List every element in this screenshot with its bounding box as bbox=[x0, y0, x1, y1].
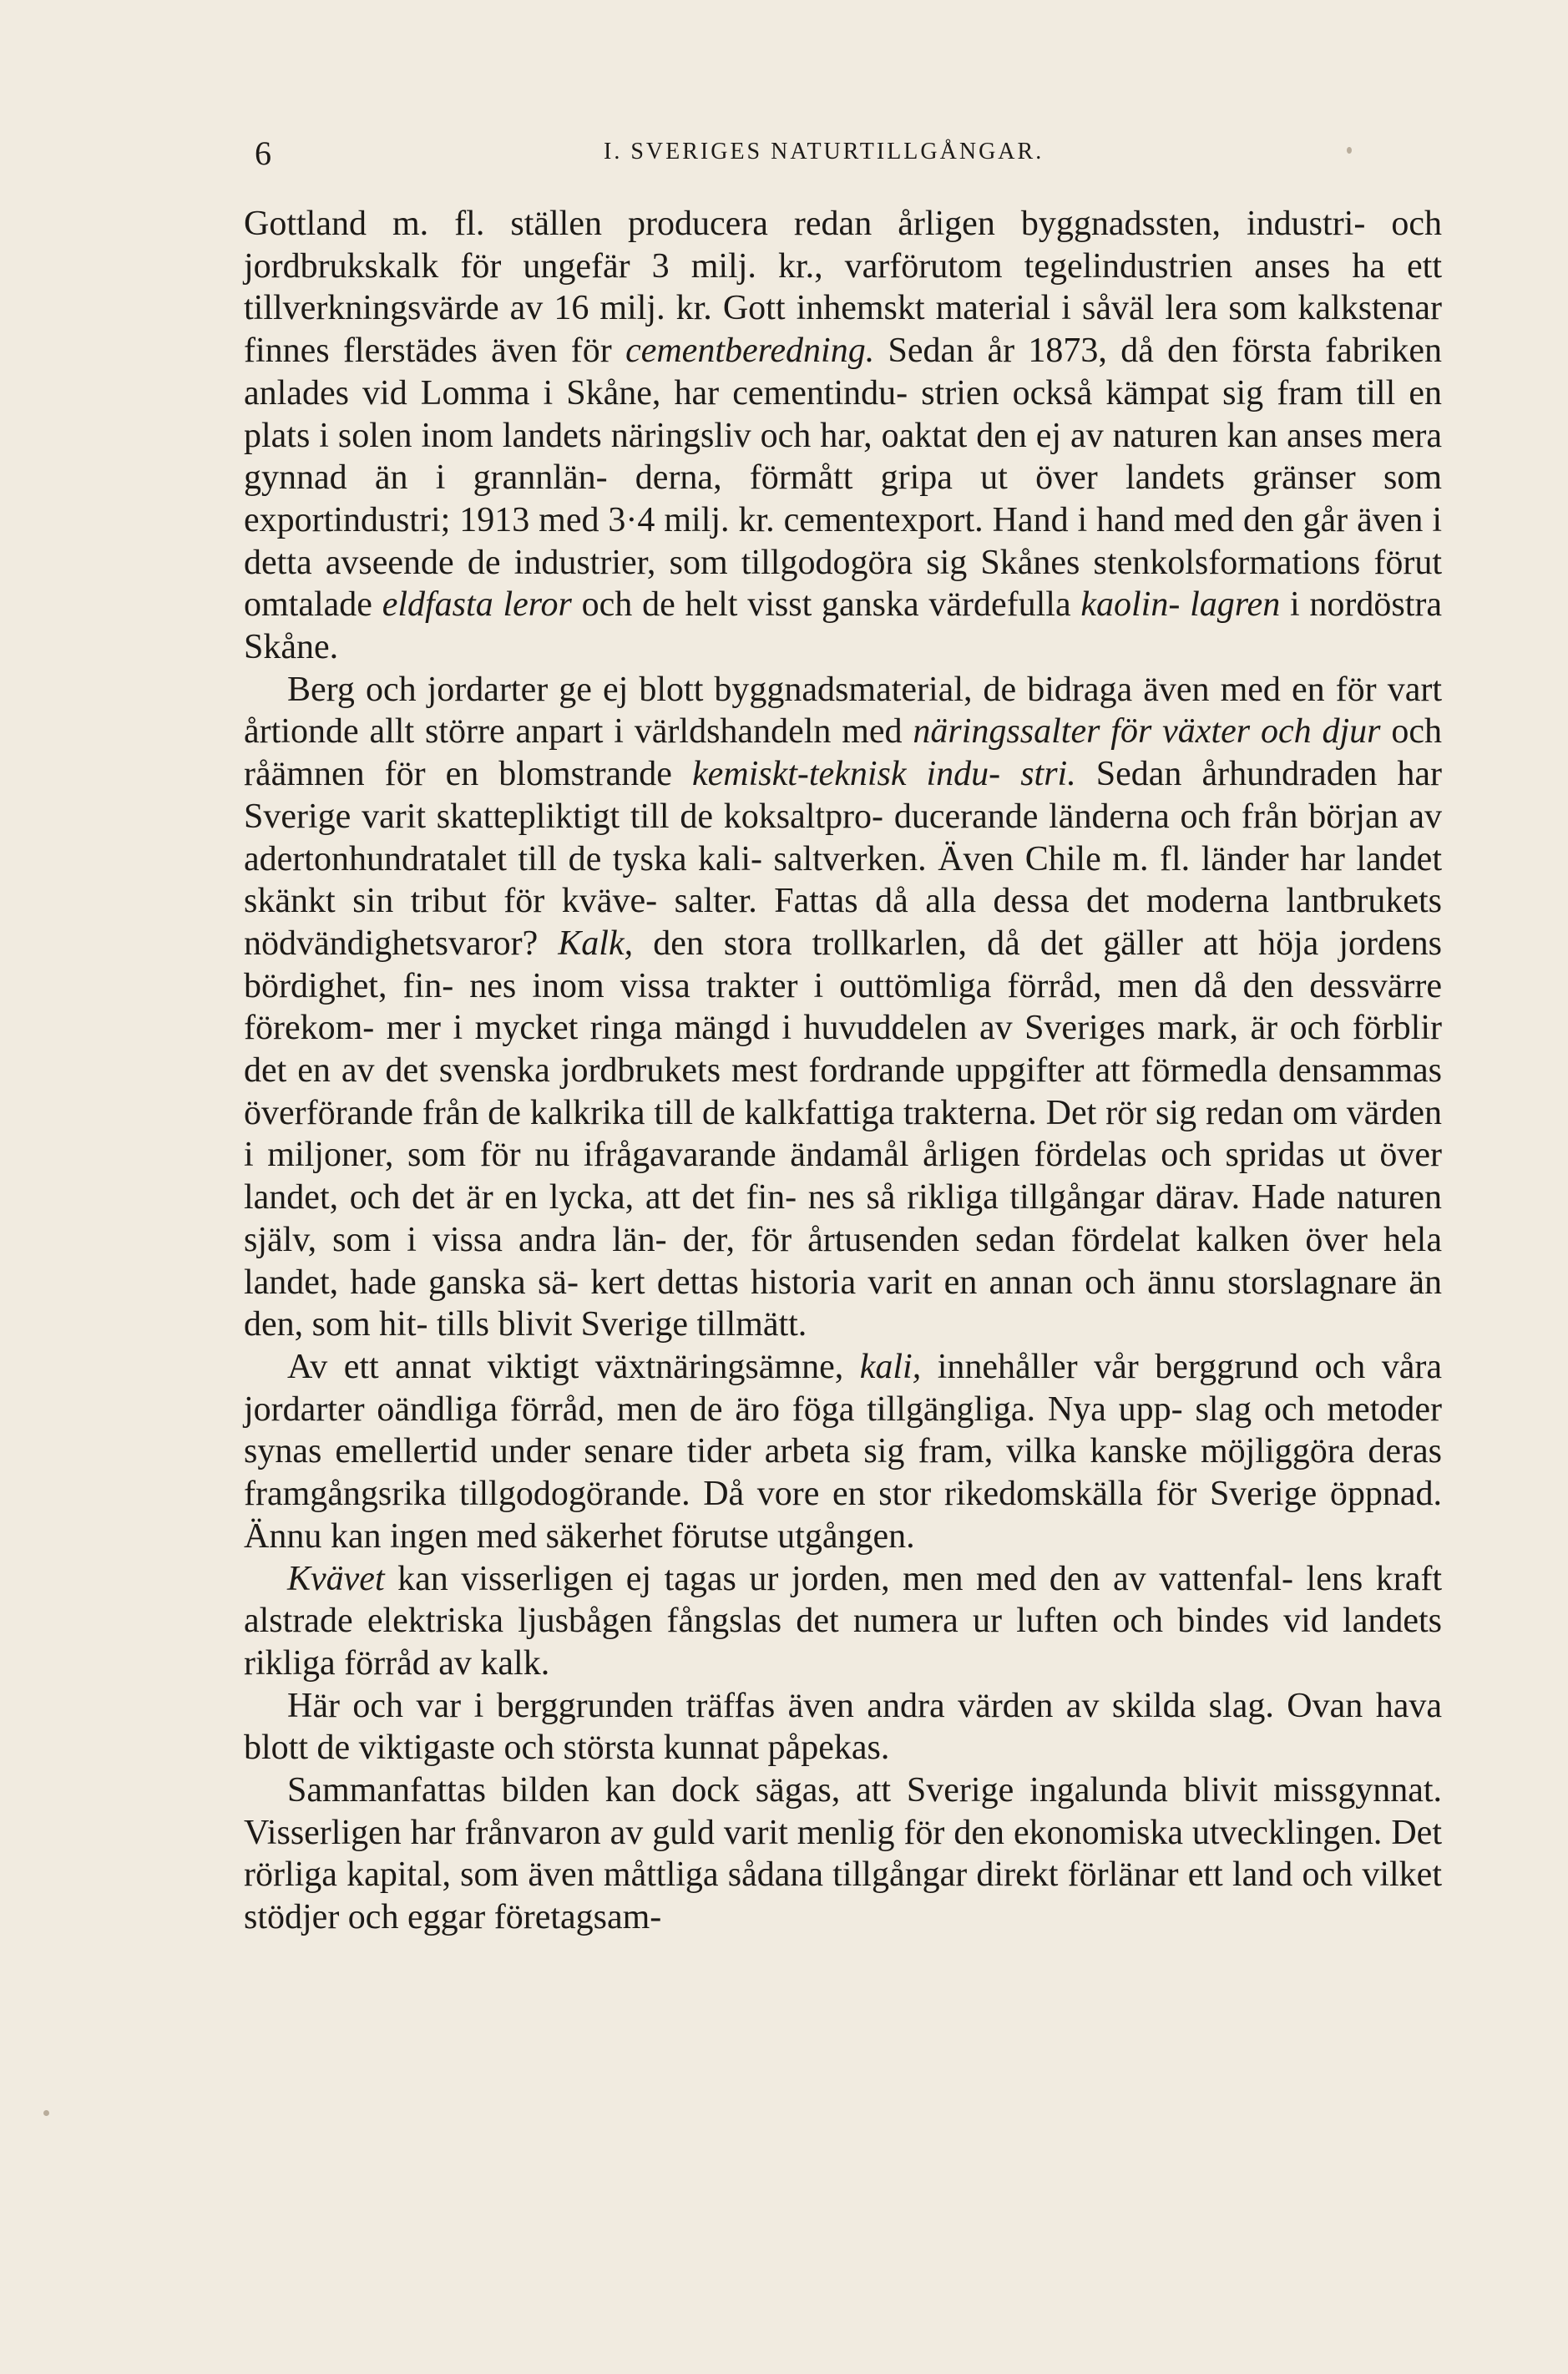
paragraph bbox=[244, 1346, 1442, 1558]
text-run: Sedan år 1873, då den första fabriken anlades vid Lomma i Skåne, har cementindu- strien också kämpat sig fram till en plats i solen inom landets näringsliv och har, oaktat den ej av naturen kan anses mera gynnad än i grannlän- derna, förmått gripa ut över landets gränser som exportindustri; 1913 med 3·4 milj. kr. cementexport. Hand i hand med den går även i detta avseende de industrier, som tillgodogöra sig Skånes stenkolsformations förut omtalade bbox=[244, 332, 1442, 625]
body-text bbox=[244, 203, 1442, 1939]
text-run: Av ett annat viktigt växtnäringsämne, bbox=[287, 1347, 860, 1386]
paragraph bbox=[244, 1769, 1442, 1939]
text-run: och råämnen för en blomstrande bbox=[244, 712, 1442, 794]
paragraph bbox=[244, 203, 1442, 669]
text-run: innehåller vår berggrund och våra jordarter oändliga förråd, men de äro föga tillgängliga. Nya upp- slag och metoder synas emellertid under senare tider arbeta sig fram, vilka kanske möjliggöra deras framgångsrika tillgodogörande. Då vore en stor rikedomskälla för Sverige öppnad. Ännu kan ingen med säkerhet förutse utgången. bbox=[244, 1347, 1442, 1556]
text-run: i nordöstra Skåne. bbox=[244, 585, 1443, 667]
text-run: Här och var i berggrunden träffas även andra värden av skilda slag. Ovan hava blott de viktigaste och största kunnat påpekas. bbox=[244, 1686, 1442, 1768]
running-head: I. SVERIGES NATURTILLGÅNGAR. bbox=[604, 139, 1044, 165]
paper-speck bbox=[1347, 147, 1352, 154]
italic-term: Kvävet bbox=[287, 1559, 385, 1598]
page-number: 6 bbox=[255, 134, 271, 172]
text-run: Sammanfattas bilden kan dock sägas, att Sverige ingalunda blivit missgynnat. Visserligen har frånvaron av guld varit menlig för den ekonomiska utvecklingen. Det rörliga kapital, som även måttliga sådana tillgångar direkt förlänar ett land och vilket stödjer och eggar företagsam- bbox=[244, 1771, 1442, 1937]
paragraph bbox=[244, 1685, 1442, 1769]
paper-speck bbox=[43, 2110, 49, 2116]
text-run: Gottland m. fl. ställen producera redan årligen byggnadssten, industri- och jordbrukskalk för ungefär 3 milj. kr., varförutom tegelindustrien anses ha ett tillverkningsvärde av 16 milj. kr. Gott inhemskt material i såväl lera som kalkstenar finnes flerstädes även för bbox=[244, 205, 1442, 371]
paragraph bbox=[244, 669, 1442, 1346]
italic-term: eldfasta leror bbox=[382, 585, 572, 625]
text-run: kan visserligen ej tagas ur jorden, men med den av vattenfal- lens kraft alstrade elektriska ljusbågen fångslas det numera ur luften och bindes vid landets rikliga förråd av kalk. bbox=[244, 1559, 1442, 1683]
text-run: Berg och jordarter ge ej blott byggnadsmaterial, de bidraga även med en för vart årtionde allt större anpart i världshandeln med bbox=[244, 670, 1442, 752]
paragraph bbox=[244, 1558, 1442, 1685]
italic-term: kali, bbox=[859, 1347, 922, 1386]
text-run: och de helt visst ganska värdefulla bbox=[571, 585, 1081, 625]
italic-term: näringssalter för växter och djur bbox=[913, 712, 1381, 752]
italic-term: cementberedning. bbox=[625, 332, 875, 371]
italic-term: kaolin- lagren bbox=[1080, 585, 1281, 625]
page-header bbox=[255, 134, 1436, 175]
italic-term: Kalk, bbox=[558, 924, 634, 963]
text-run: den stora trollkarlen, då det gäller att höja jordens bördighet, fin- nes inom vissa trakter i outtömliga förråd, men då den dessvärre förekom- mer i mycket ringa mängd i huvuddelen av Sveriges mark, är och förblir det en av det svenska jordbrukets mest fordrande uppgifter att förmedla densammas överförande från de kalkrika till de kalkfattiga trakterna. Det rör sig redan om värden i miljoner, som för nu ifrågavarande ändamål årligen fördelas och spridas ut över landet, och det är en lycka, att det fin- nes så rikliga tillgångar därav. Hade naturen själv, som i vissa andra län- der, för årtusenden sedan fördelat kalken över hela landet, hade ganska sä- kert dettas historia varit en annan och ännu storslagnare än den, som hit- tills blivit Sverige tillmätt. bbox=[244, 924, 1442, 1344]
text-run: Sedan århundraden har Sverige varit skattepliktigt till de koksaltpro- ducerande länderna och från början av adertonhundratalet till de tyska kali- saltverken. Även Chile m. fl. länder har landet skänkt sin tribut för kväve- salter. Fattas då alla dessa det moderna lantbrukets nödvändighetsvaror? bbox=[244, 755, 1442, 963]
italic-term: kemiskt-teknisk indu- stri. bbox=[691, 755, 1076, 794]
